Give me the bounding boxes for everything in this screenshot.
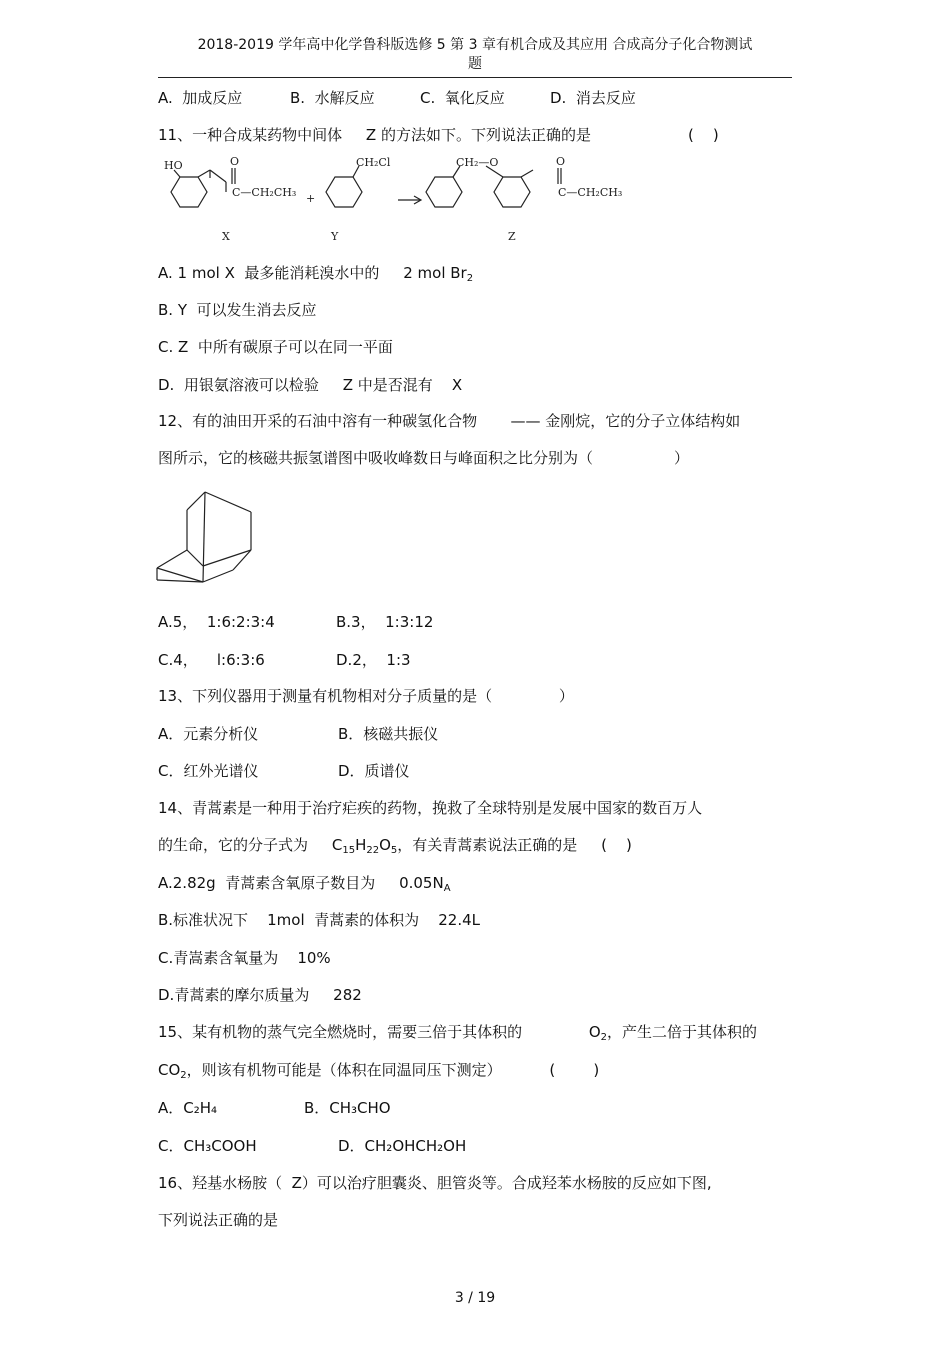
q14-option-a-text: A.2.82g 青蒿素含氧原子数目为 0.05N [158, 874, 444, 892]
q11-option-c: C. Z 中所有碳原子可以在同一平面 [158, 338, 393, 356]
q10-option-c: C. 氧化反应 [420, 89, 505, 107]
x-chain-label: C—CH₂CH₃ [232, 186, 297, 199]
page-number: 3 / 19 [454, 1290, 496, 1306]
z-ch2o-label: CH₂—O [456, 156, 499, 169]
q15-option-d: D．CH₂OHCH₂OH [338, 1137, 467, 1155]
x-carbonyl-o-label: O [230, 155, 240, 168]
q11-option-a [158, 263, 473, 283]
q13-option-b: B．核磁共振仪 [338, 725, 439, 743]
y-ch2cl-label: CH₂Cl [356, 156, 391, 169]
q15-option-b: B．CH₃CHO [304, 1099, 391, 1117]
q11-option-d: D. 用银氨溶液可以检验 Z 中是否混有 X [158, 376, 463, 394]
q11-option-b: B. Y 可以发生消去反应 [158, 301, 317, 319]
q15-stem-line2 [158, 1060, 599, 1080]
q10-option-a: A. 加成反应 [158, 89, 243, 107]
q11-stem: 11、一种合成某药物中间体 Z 的方法如下。下列说法正确的是 [158, 126, 591, 144]
q14-formula-o: O [379, 836, 391, 854]
q12-option-b: B.3， 1:3:12 [336, 613, 434, 631]
q13-stem: 13、下列仪器用于测量有机物相对分子质量的是（ ） [158, 687, 574, 705]
q11-reaction-figure [158, 152, 638, 247]
q15-line2-sub: 2 [180, 1070, 187, 1081]
q10-option-b: B. 水解反应 [290, 89, 375, 107]
q11-option-a-sub: 2 [466, 273, 474, 284]
q14-formula-sub-o: 5 [390, 845, 398, 856]
q12-option-a: A.5， 1:6:2:3:4 [158, 613, 275, 631]
q14-option-a [158, 873, 451, 893]
q16-stem-line1: 16、羟基水杨胺（ Z）可以治疗胆囊炎、胆管炎等。合成羟苯水杨胺的反应如下图, [158, 1174, 712, 1192]
q14-formula-h: H [355, 836, 367, 854]
q10-option-d: D. 消去反应 [550, 89, 636, 107]
q15-line2-tail: ，则该有机物可能是（体积在同温同压下测定） ( ) [186, 1061, 600, 1079]
q14-stem-line1: 14、青蒿素是一种用于治疗疟疾的药物，挽救了全球特别是发展中国家的数百万人 [158, 799, 703, 817]
q14-formula-sub-c: 15 [342, 845, 356, 856]
q11-answer-paren: ( ) [688, 126, 719, 144]
q15-line1-sub: 2 [600, 1032, 608, 1043]
z-carbonyl-o-label: O [556, 155, 566, 168]
q14-line2-tail: ，有关青蒿素说法正确的是 ( ) [397, 836, 632, 854]
q15-line1-text: 15、某有机物的蒸气完全燃烧时，需要三倍于其体积的 O [158, 1023, 601, 1041]
q13-option-c: C．红外光谱仪 [158, 762, 259, 780]
compound-y-label: Y [331, 230, 339, 243]
q13-option-d: D．质谱仪 [338, 762, 410, 780]
q15-line1-tail: ，产生二倍于其体积的 [607, 1023, 758, 1041]
compound-z-label: Z [508, 230, 516, 243]
header-title-line2: 题 [468, 56, 482, 72]
q11-option-a-text: A. 1 mol X 最多能消耗溴水中的 2 mol Br [158, 264, 467, 282]
q12-stem-line1: 12、有的油田开采的石油中溶有一种碳氢化合物 —— 金刚烷，它的分子立体结构如 [158, 412, 741, 430]
q13-option-a: A．元素分析仪 [158, 725, 259, 743]
q15-option-a: A．C₂H₄ [158, 1099, 218, 1117]
reaction-plus: + [306, 192, 316, 205]
q12-option-c: C.4， l:6:3:6 [158, 651, 265, 669]
compound-x-label: X [222, 230, 230, 243]
q12-option-d: D.2， 1:3 [336, 651, 411, 669]
z-chain-label: C—CH₂CH₃ [558, 186, 623, 199]
q15-line2-text: CO [158, 1061, 181, 1079]
q12-stem-line2: 图所示，它的核磁共振氢谱图中吸收峰数日与峰面积之比分别为（ ） [158, 449, 690, 467]
q14-option-c: C.青嵩素含氧量为 10% [158, 949, 331, 967]
q15-option-c: C．CH₃COOH [158, 1137, 257, 1155]
header-title-line1: 2018-2019 学年高中化学鲁科版选修 5 第 3 章有机合成及其应用 合成高分子化合物测试 [197, 37, 753, 53]
q14-line2-text: 的生命，它的分子式为 C [158, 836, 343, 854]
q15-stem-line1 [158, 1022, 757, 1042]
q16-stem-line2: 下列说法正确的是 [158, 1211, 279, 1229]
q14-stem-line2 [158, 835, 632, 855]
adamantane-structure-figure [155, 490, 255, 595]
q14-option-d: D.青蒿素的摩尔质量为 282 [158, 986, 362, 1004]
header-divider [158, 77, 792, 78]
document-header [158, 36, 792, 74]
q14-formula-sub-h: 22 [366, 845, 380, 856]
q14-option-a-sub: A [443, 883, 451, 894]
x-hydroxy-label: HO [164, 159, 183, 172]
q14-option-b: B.标准状况下 1mol 青蒿素的体积为 22.4L [158, 911, 480, 929]
